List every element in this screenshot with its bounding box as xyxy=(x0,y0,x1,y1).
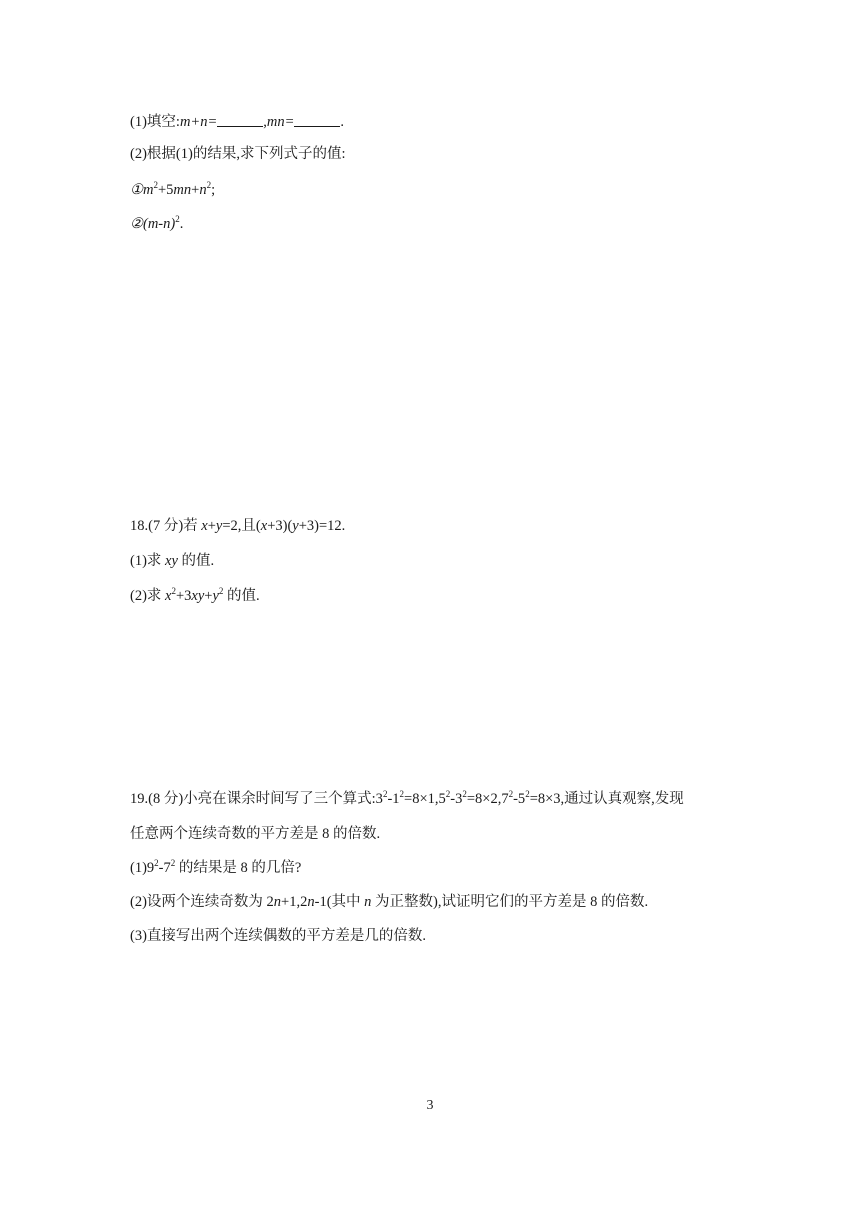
exponent: 2 xyxy=(508,789,514,799)
exponent: 2 xyxy=(154,858,159,868)
var-n: n xyxy=(273,894,282,910)
q19-part2 xyxy=(130,892,648,912)
q17-sub2-line xyxy=(130,214,183,234)
text: =8×3,通过认真观察,发现 xyxy=(529,791,684,807)
text: (1)求 xyxy=(130,553,166,569)
q17-part2-line: (2)根据(1)的结果,求下列式子的值: xyxy=(130,146,346,162)
separator: , xyxy=(263,114,267,130)
q17-part1-label: (1)填空: xyxy=(130,114,180,130)
text: +1,2 xyxy=(281,894,308,910)
q19-heading xyxy=(130,789,684,809)
q18-heading xyxy=(130,516,345,536)
q18-part2 xyxy=(130,586,260,606)
var-y: y xyxy=(212,588,219,604)
text: (2)求 xyxy=(130,588,166,604)
var-n: n xyxy=(364,894,372,910)
q19-heading-line2: 任意两个连续奇数的平方差是 8 的倍数. xyxy=(130,826,381,842)
text: (1)9 xyxy=(130,860,155,876)
q17-sum-blank xyxy=(217,114,263,127)
var-n: n xyxy=(307,894,315,910)
var-x: x xyxy=(165,588,172,604)
exponent: 2 xyxy=(399,789,405,799)
var-n: n xyxy=(199,182,207,198)
q17-part1-line xyxy=(130,112,344,132)
plus: + xyxy=(204,588,213,604)
text: -1(其中 xyxy=(314,894,365,910)
var-m: m xyxy=(143,182,154,198)
text: 的结果是 8 的几倍? xyxy=(175,860,302,876)
q17-product-expr: mn= xyxy=(266,114,295,130)
exponent: 2 xyxy=(445,789,451,799)
var-x: x xyxy=(201,518,208,534)
var-y: y xyxy=(292,518,299,534)
semicolon: ; xyxy=(211,182,216,198)
text: +3 xyxy=(175,588,192,604)
exponent: 2 xyxy=(175,214,180,224)
exponent: 2 xyxy=(525,789,530,799)
var-xy: xy xyxy=(165,553,178,569)
text: 19.(8 分)小亮在课余时间写了三个算式:3 xyxy=(130,791,383,807)
text: 18.(7 分)若 xyxy=(130,518,202,534)
text: -1 xyxy=(387,791,400,807)
q17-sub1-line xyxy=(130,180,215,200)
var-x: x xyxy=(260,518,268,534)
text: -3 xyxy=(450,791,463,807)
exponent: 2 xyxy=(170,858,176,868)
text: 为正整数),试证明它们的平方差是 8 的倍数. xyxy=(371,894,649,910)
q18-part1 xyxy=(130,551,214,571)
text: 的值. xyxy=(223,588,260,604)
text: =8×2,7 xyxy=(466,791,509,807)
period: . xyxy=(179,216,184,232)
term: +5 xyxy=(157,182,174,198)
var-xy: xy xyxy=(191,588,205,604)
exponent: 2 xyxy=(206,180,212,190)
exponent: 2 xyxy=(153,180,158,190)
plus: + xyxy=(191,182,200,198)
exponent: 2 xyxy=(382,789,388,799)
plus: + xyxy=(207,518,216,534)
exponent: 2 xyxy=(462,789,467,799)
text: -7 xyxy=(158,860,171,876)
period: . xyxy=(340,114,344,130)
q17-sum-expr: m+n= xyxy=(179,114,218,130)
q19-part1 xyxy=(130,858,301,878)
var-mn: mn xyxy=(173,182,192,198)
text: =2,且( xyxy=(222,518,261,534)
text: -5 xyxy=(513,791,526,807)
circled-two: ② xyxy=(130,216,143,232)
text: +3)=12. xyxy=(298,518,346,534)
expr-m-minus-n: (m-n) xyxy=(143,216,176,232)
text: +3)( xyxy=(267,518,293,534)
var-y: y xyxy=(215,518,223,534)
exponent: 2 xyxy=(171,586,176,596)
text: (2)设两个连续奇数为 2 xyxy=(130,894,274,910)
q17-product-blank xyxy=(294,114,340,127)
text: =8×1,5 xyxy=(404,791,446,807)
circled-one: ① xyxy=(130,182,143,198)
page-number: 3 xyxy=(426,1098,434,1113)
q19-part3: (3)直接写出两个连续偶数的平方差是几的倍数. xyxy=(130,928,427,944)
text: 的值. xyxy=(177,553,215,569)
exponent: 2 xyxy=(218,586,224,596)
